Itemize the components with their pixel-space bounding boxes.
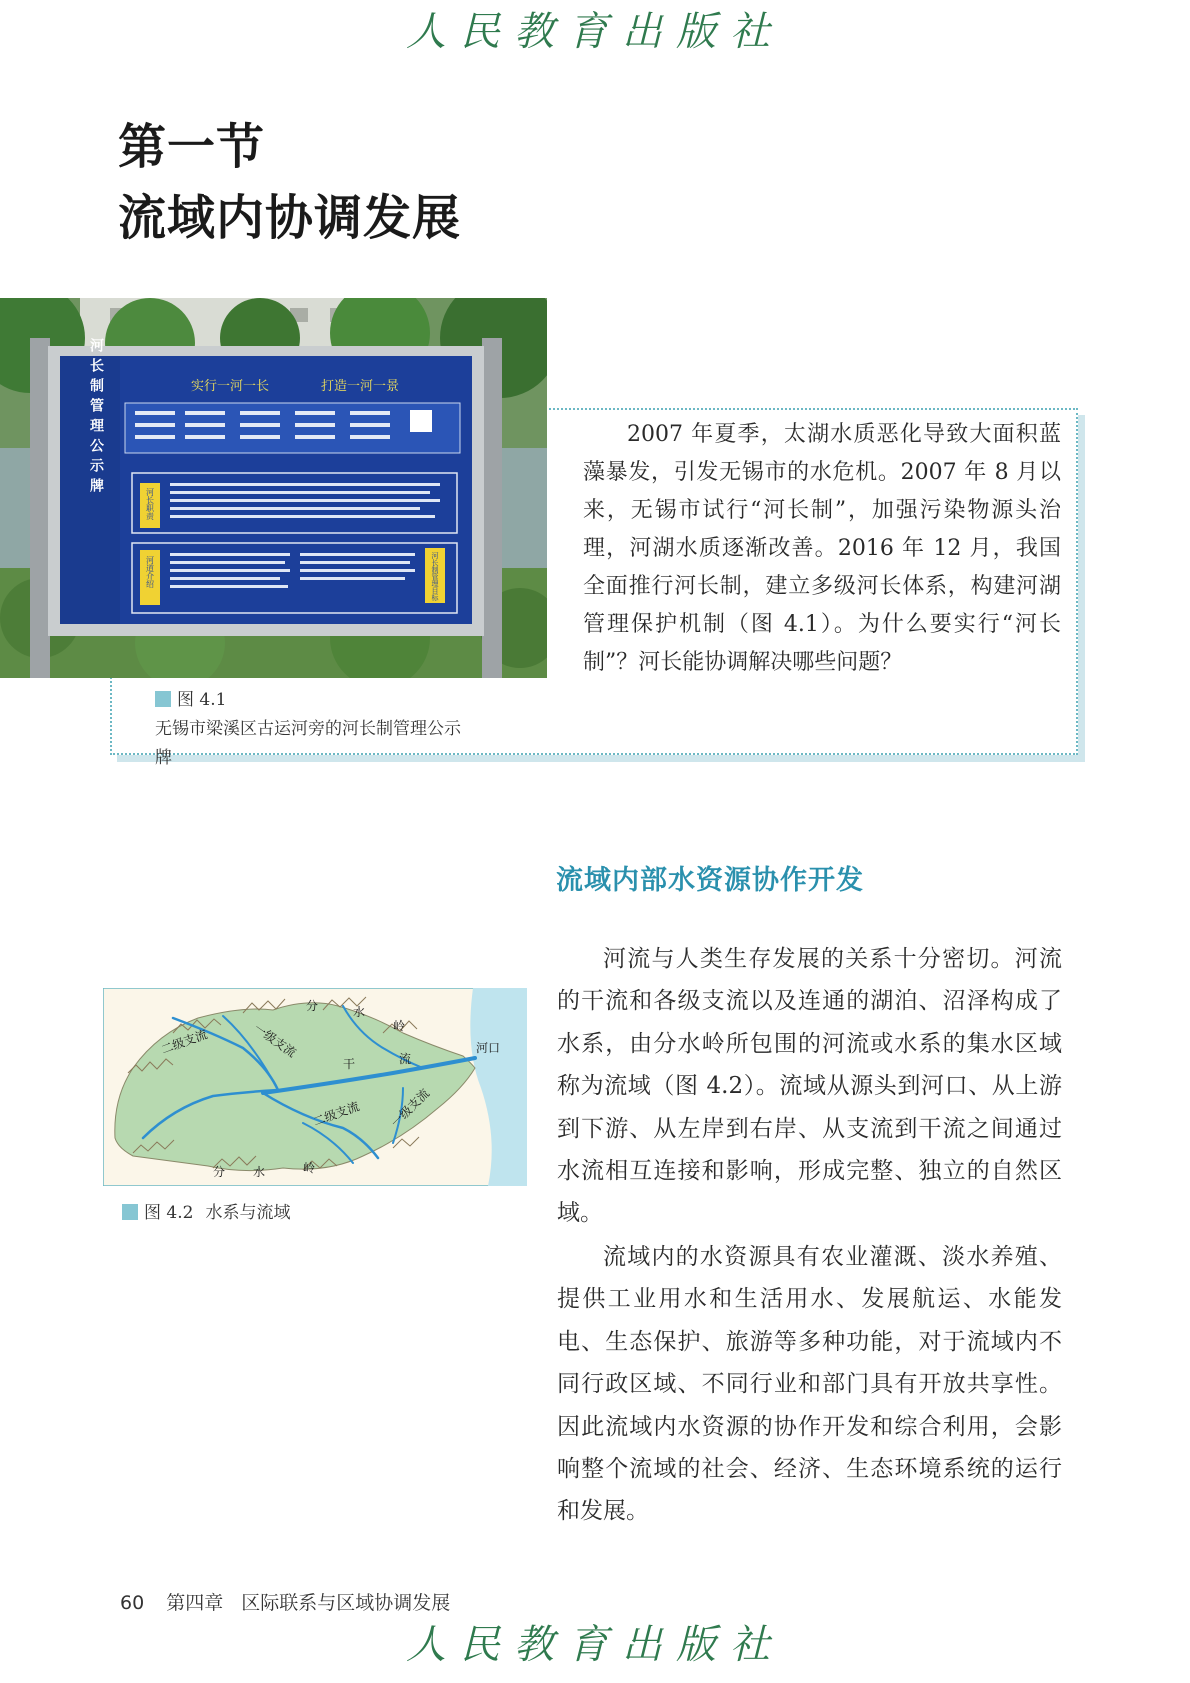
figure-4-1-caption [155,686,550,773]
page-footer [120,1588,450,1615]
section-title: 流域内协调发展 [118,190,462,246]
sign-slogan-left: 实行一河一长 [190,379,270,394]
figure-4-1-photo [0,298,547,678]
label-main-stream-1: 干 [343,1057,356,1071]
chapter-number: 第四章 [166,1592,224,1614]
figure-4-2-caption-text: 水系与流域 [205,1203,291,1223]
sign-side-title: 河长制管理公示牌 [88,338,104,498]
label-main-stream-2: 流 [399,1052,412,1066]
figure-4-1-label: 图 4.1 [177,690,227,710]
label-divide-bottom-2: 水 [253,1165,266,1179]
publisher-logo-top: 人民教育出版社 [406,9,784,55]
label-divide-3: 岭 [393,1019,406,1033]
figure-4-2-caption [122,1199,290,1228]
label-first-order-right: 一级支流 [388,1086,433,1131]
body-text-1 [557,938,1062,1235]
label-divide-2: 水 [353,1005,366,1019]
label-river-mouth: 河口 [476,1041,501,1055]
sign-label-goals: 河长制管理目标 [431,552,439,601]
caption-marker-icon [122,1204,138,1220]
label-second-order-right: 二级支流 [311,1099,362,1129]
section-number: 第一节 [118,119,266,175]
intro-paragraph: 2007 年夏季，太湖水质恶化导致大面积蓝藻暴发，引发无锡市的水危机。2007 年 8 月以来，无锡市试行“河长制”，加强污染物源头治理，河湖水质逐渐改善。2016 年 12 月，我国全面推行河长制，建立多级河长体系，构建河湖管理保护机制（图 4.1）。为什么要实行“河长制”？河长能协调解决哪些问题？ [583,422,1061,675]
body-paragraph-2: 流域内的水资源具有农业灌溉、淡水养殖、提供工业用水和生活用水、发展航运、水能发电、生态保护、旅游等多种功能，对于流域内不同行政区域、不同行业和部门具有开放共享性。因此流域内水资源的协作开发和综合利用，会影响整个流域的社会、经济、生态环境系统的运行和发展。 [557,1244,1062,1525]
body-paragraph-1: 河流与人类生存发展的关系十分密切。河流的干流和各级支流以及连通的湖泊、沼泽构成了水系，由分水岭所包围的河流或水系的集水区域称为流域（图 4.2）。流域从源头到河口、从上游到下游、从左岸到右岸、从支流到干流之间通过水流相互连接和影响，形成完整、独立的自然区域。 [557,946,1062,1227]
body-text-2 [557,1236,1062,1533]
label-first-order: 一级支流 [251,1020,299,1060]
page-number: 60 [120,1592,145,1614]
caption-marker-icon [155,691,171,707]
figure-4-2-river-basin-map [103,988,527,1186]
label-divide-1: 分 [306,999,319,1013]
chapter-title: 区际联系与区域协调发展 [241,1592,451,1614]
sign-label-river-intro: 河道介绍 [145,556,155,588]
publisher-logo-bottom: 人民教育出版社 [406,1622,784,1668]
figure-4-1-caption-text: 无锡市梁溪区古运河旁的河长制管理公示牌 [155,719,461,768]
subsection-heading: 流域内部水资源协作开发 [556,865,864,896]
figure-4-2-label: 图 4.2 [144,1203,194,1223]
label-divide-bottom-1: 分 [213,1165,226,1179]
sign-label-duties: 河长职责 [145,488,155,520]
label-second-order-left: 二级支流 [159,1027,210,1057]
sign-slogan-right: 打造一河一景 [320,379,400,394]
label-divide-bottom-3: 岭 [303,1161,316,1175]
